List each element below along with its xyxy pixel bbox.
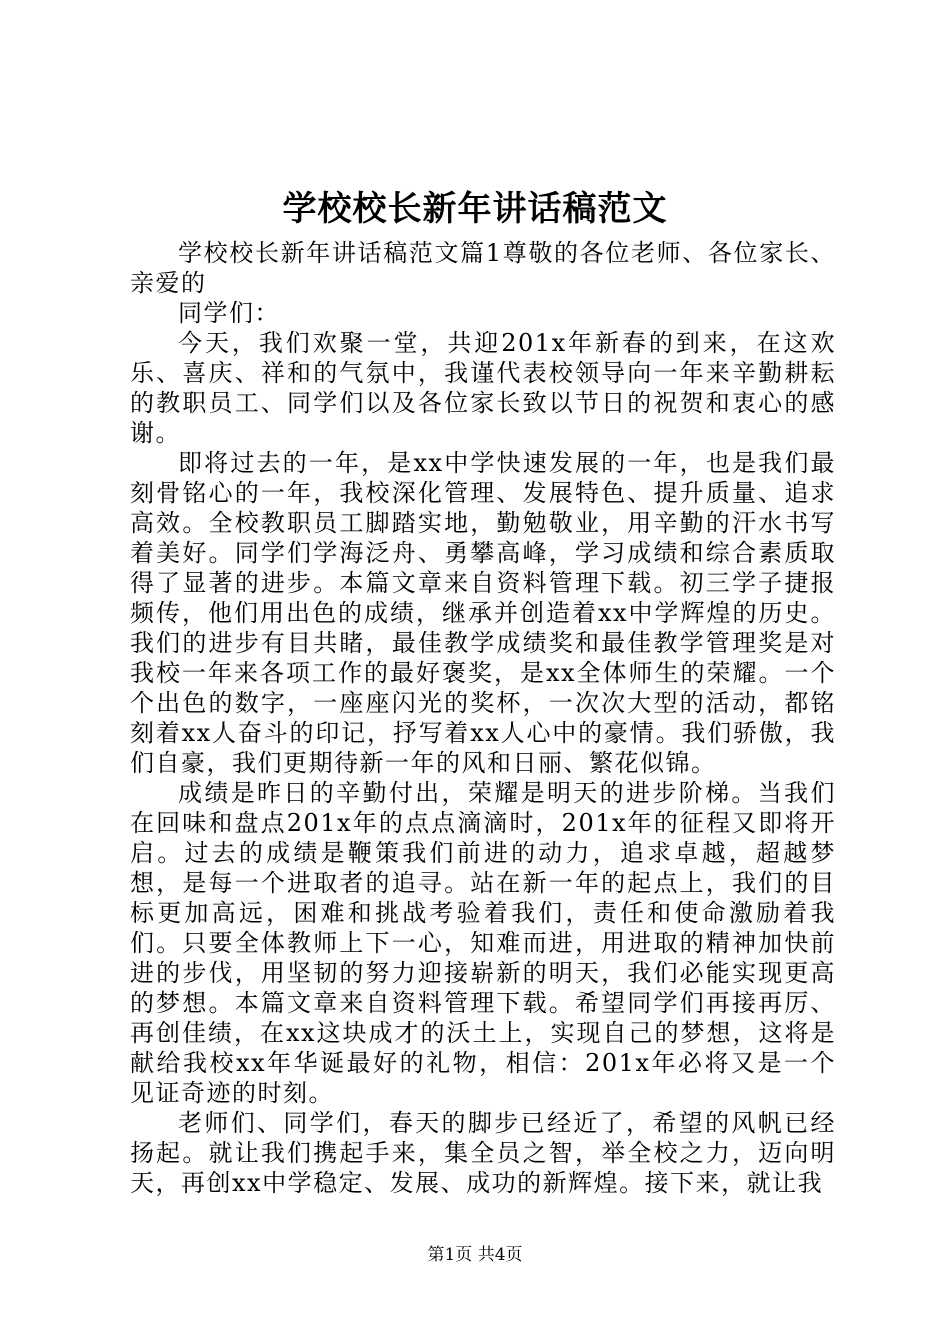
paragraph-opening: 今天，我们欢聚一堂，共迎201x年新春的到来，在这欢乐、喜庆、祥和的气氛中，我谨代表校领导向一年来辛勤耕耘的教职员工、同学们以及各位家长致以节日的祝贺和衷心的感谢。: [130, 329, 836, 447]
page-footer: 第1页 共4页: [427, 1245, 523, 1265]
paragraph-salutation: 同学们：: [178, 299, 280, 327]
paragraph-closing: 老师们、同学们，春天的脚步已经近了，希望的风帆已经扬起。就让我们携起手来，集全员之智，举全校之力，迈向明天，再创xx中学稳定、发展、成功的新辉煌。接下来，就让我: [130, 1109, 836, 1197]
paragraph-review: 即将过去的一年，是xx中学快速发展的一年，也是我们最刻骨铭心的一年，我校深化管理、发展特色、提升质量、追求高效。全校教职员工脚踏实地，勤勉敬业，用辛勤的汗水书写着美好。同学们学海泛舟、勇攀高峰，学习成绩和综合素质取得了显著的进步。本篇文章来自资料管理下载。初三学子捷报频传，他们用出色的成绩，继承并创造着xx中学辉煌的历史。我们的进步有目共睹，最佳教学成绩奖和最佳教学管理奖是对我校一年来各项工作的最好褒奖，是xx全体师生的荣耀。一个个出色的数字，一座座闪光的奖杯，一次次大型的活动，都铭刻着xx人奋斗的印记，抒写着xx人心中的豪情。我们骄傲，我们自豪，我们更期待新一年的风和日丽、繁花似锦。: [130, 449, 836, 777]
paragraph-outlook: 成绩是昨日的辛勤付出，荣耀是明天的进步阶梯。当我们在回味和盘点201x年的点点滴滴时，201x年的征程又即将开启。过去的成绩是鞭策我们前进的动力，追求卓越，超越梦想，是每一个进取者的追寻。站在新一年的起点上，我们的目标更加高远，困难和挑战考验着我们，责任和使命激励着我们。只要全体教师上下一心，知难而进，用进取的精神加快前进的步伐，用坚韧的努力迎接崭新的明天，我们必能实现更高的梦想。本篇文章来自资料管理下载。希望同学们再接再厉、再创佳绩，在xx这块成才的沃土上，实现自己的梦想，这将是献给我校xx年华诞最好的礼物，相信：201x年必将又是一个见证奇迹的时刻。: [130, 779, 836, 1107]
paragraph-greeting: 学校校长新年讲话稿范文篇1尊敬的各位老师、各位家长、亲爱的: [130, 239, 836, 297]
document-body: [130, 238, 836, 1198]
document-title: 学校校长新年讲话稿范文: [282, 189, 668, 229]
